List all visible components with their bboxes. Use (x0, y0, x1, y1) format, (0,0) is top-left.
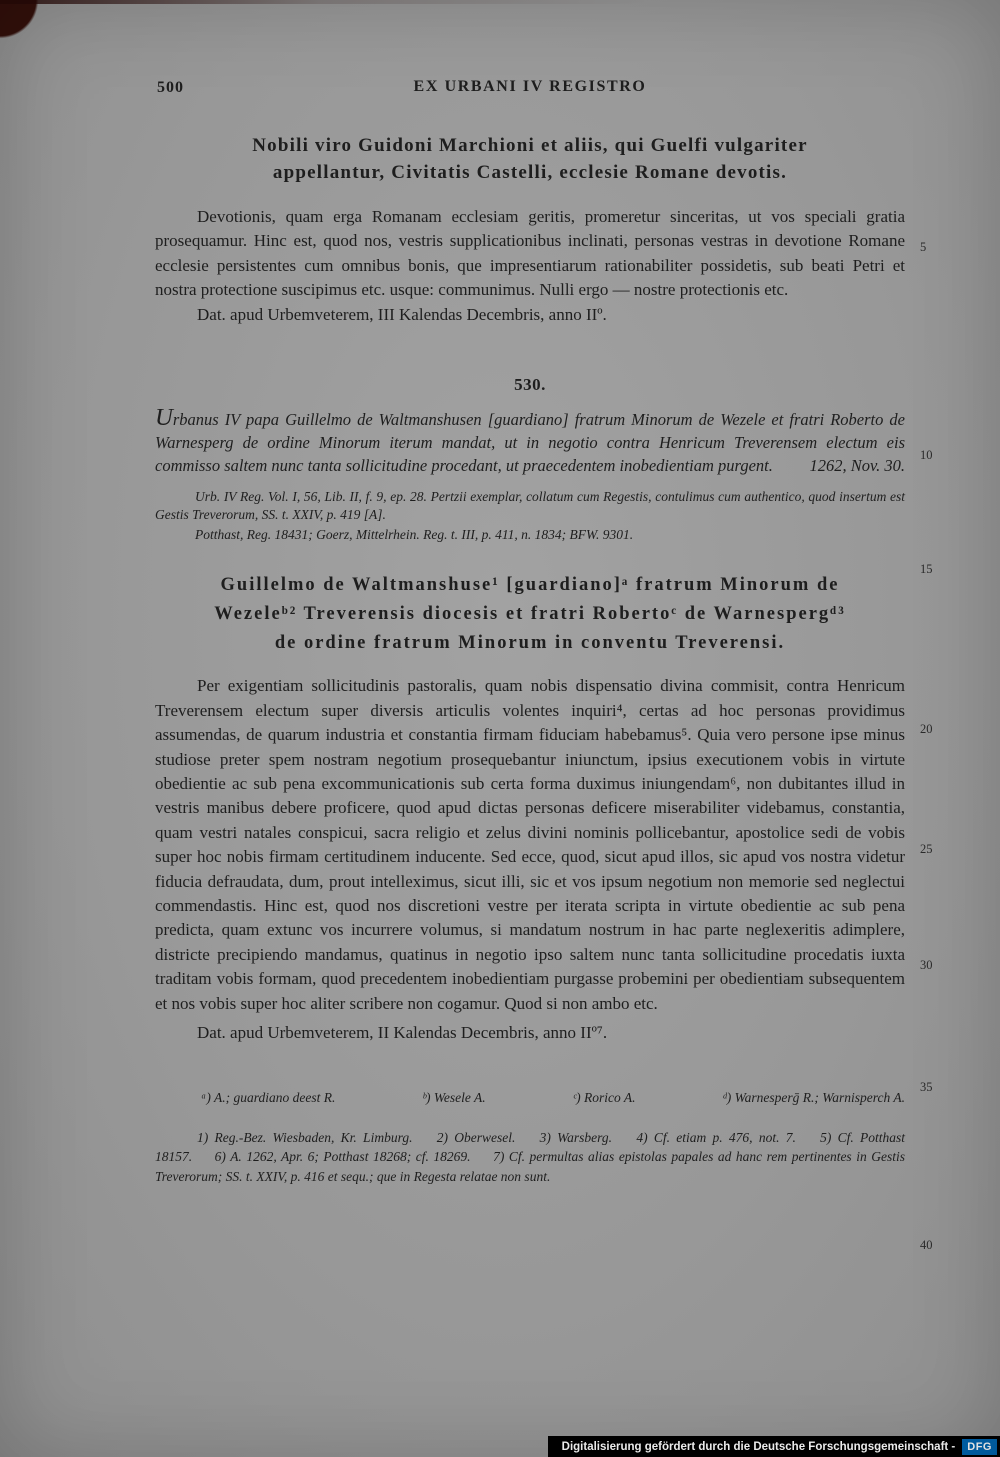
footnote-alpha-d: ᵈ) Warnesperḡ R.; Warnisperch A. (722, 1089, 905, 1105)
source-note-1: Urb. IV Reg. Vol. I, 56, Lib. II, f. 9, ep. 28. Pertzii exemplar, collatum cum Regestis, contulimus cum authentico, quod insertum est Gestis Treverorum, SS. t. XXIV, p. 419 [A]. (155, 488, 905, 523)
margin-line-number-15: 15 (920, 562, 933, 576)
footnote-7: 7) Cf. permultas alias epistolas papales ad hanc rem pertinentes in Gestis Treverorum; SS. t. XXIV, p. 416 et sequ.; que in Regesta relatae non sunt. (155, 1149, 905, 1184)
running-title: EX URBANI IV REGISTRO (413, 78, 647, 95)
prev-entry-heading-line1: Nobili viro Guidoni Marchioni et aliis, qui Guelfi vulgariter (252, 135, 808, 156)
entry-summary-date: 1262, Nov. 30. (809, 456, 905, 476)
footnote-alpha-c: ᶜ) Rorico A. (572, 1089, 636, 1105)
prev-entry-heading-line2: appellantur, Civitatis Castelli, ecclesie Romane devotis. (272, 162, 788, 183)
digitization-credit-text: Digitalisierung gefördert durch die Deutsche Forschungsgemeinschaft - (561, 1440, 956, 1453)
margin-line-number-25: 25 (920, 842, 933, 856)
source-note-2: Potthast, Reg. 18431; Goerz, Mittelrhein. Reg. t. III, p. 411, n. 1834; BFW. 9301. (195, 526, 634, 542)
margin-line-number-35: 35 (920, 1080, 933, 1094)
footnote-alpha-a: ᵃ) A.; guardiano deest R. (201, 1089, 336, 1105)
prev-entry-body: Devotionis, quam erga Romanam ecclesiam geritis, promeretur sinceritas, ut vos speciali gratia prosequamur. Hinc est, quod nos, vestris supplicationibus inclinati, personas vestras in devotione Romane ecclesie persistentes cum omnibus bonis, que impresentiarum rationabiliter possidetis, sub beati Petri et nostra protectione suscipimus etc. usque: communimus. Nulli ergo — nostre protectionis etc. (155, 207, 905, 300)
footnote-2: 2) Oberwesel. (436, 1129, 516, 1145)
dfg-logo: DFG (962, 1439, 997, 1455)
entry-address-line3: de ordine fratrum Minorum in conventu Treverensi. (274, 633, 786, 654)
margin-line-number-30: 30 (920, 958, 933, 972)
page-number: 500 (157, 79, 184, 96)
scan-corner-artifact (0, 0, 80, 60)
prev-entry-dateline: Dat. apud Urbemveterem, III Kalendas Decembris, anno IIº. (197, 304, 607, 324)
footnote-6: 6) A. 1262, Apr. 6; Potthast 18268; cf. 18269. (214, 1149, 471, 1165)
margin-line-number-10: 10 (920, 448, 933, 462)
entry-summary (155, 406, 905, 478)
footnotes-alpha (155, 1090, 905, 1106)
footnote-3: 3) Warsberg. (539, 1129, 613, 1145)
footnote-alpha-b: ᵇ) Wesele A. (422, 1089, 486, 1105)
prev-entry-heading (155, 132, 905, 186)
footnote-1: 1) Reg.-Bez. Wiesbaden, Kr. Limburg. (197, 1129, 413, 1145)
margin-line-number-5: 5 (920, 240, 927, 254)
margin-line-number-20: 20 (920, 722, 933, 736)
page-content (155, 78, 905, 1186)
entry-address-line1: Guillelmo de Waltmanshuse¹ [guardiano]ᵃ fratrum Minorum de (220, 575, 840, 596)
entry-summary-text: Urbanus IV papa Guillelmo de Waltmanshusen [guardiano] fratrum Minorum de Wezele et fratri Roberto de Warnesperg de ordine Minorum iterum mandat, ut in negotio contra Henricum Treverensem electum eis commisso saltem nunc tanta sollicitudine procedant, ut praecedentem inobedientiam purgent. (155, 404, 905, 476)
entry-address-heading (155, 571, 905, 658)
entry-number: 530. (514, 375, 546, 395)
entry-body: Per exigentiam sollicitudinis pastoralis, quam nobis dispensatio divina commisit, contra Henricum Treverensem electum super diversis articulis volentes inquiri⁴, certas ad hoc personas providimus assumendas, de quarum industria et constantia firmam fiduciam habebamus⁵. Quia vero persone ipse minus studiose preter spem nostram negotium prosequebantur iniunctum, ipsius executionem vobis in virtute obedientie ac sub pena excommunicationis sub certa forma duximus iniungendam⁶, non dubitantes illud in vestris manibus debere proficere, quod apud dictas personas deficere miserabiliter videbamus, constantia, quam vestri natales conspicui, sacra religio et zelus divini nominis pollicebantur, apostolice sedi de vobis super hoc nobis firmam certitudinem inducente. Sed ecce, quod, sicut apud illos, sic apud vos nostra videtur fiducia defraudata, dum, prout intelleximus, sicut illi, sic et vos ipsum negotium non memorie sed neglectui commendastis. Hinc est, quod nos discretioni vestre per iterata scripta in virtute obedientie ac sub pena predicta, quam extunc vos incurrere volumus, si mandatum nostrum in hac parte neglexeritis adimplere, districte precipiendo mandamus, quatinus in negotio ipso saltem nunc tanta sollicitudine procedatis iuxta traditam vobis formam, quod precedentem inobedientiam purgasse probemini per obedientiam subsequentem et nos vobis super hoc aliter scribere non cogamur. Quod si non ambo etc. (155, 676, 905, 1013)
footnote-4: 4) Cf. etiam p. 476, not. 7. (636, 1129, 796, 1145)
digitization-credit-bar (548, 1436, 1000, 1457)
entry-address-line2: Wezeleᵇ² Treverensis diocesis et fratri Robertoᶜ de Warnespergᵈ³ (214, 604, 846, 625)
running-header (155, 78, 905, 102)
footnote-5: 5) Cf. Potthast 18157. (155, 1129, 906, 1165)
margin-line-number-40: 40 (920, 1238, 933, 1252)
footnotes-numeric (155, 1128, 905, 1187)
entry-dateline: Dat. apud Urbemveterem, II Kalendas Decembris, anno IIº⁷. (197, 1023, 608, 1043)
scan-edge-artifact (0, 0, 1000, 4)
